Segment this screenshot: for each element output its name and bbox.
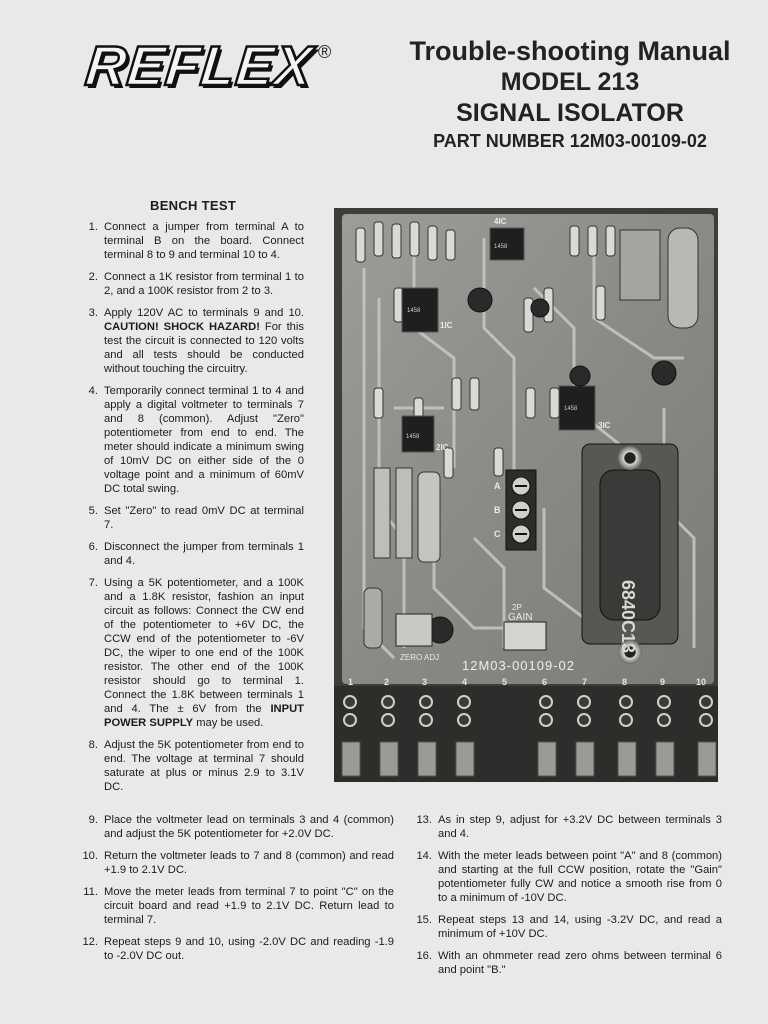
axial-capacitor (364, 588, 382, 648)
terminal-label: 1 (348, 677, 354, 687)
input-power-supply-term: INPUT POWER SUPPLY (104, 703, 304, 729)
svg-text:1458: 1458 (407, 308, 421, 314)
label-2p: 2P (512, 603, 522, 612)
axial-capacitor (418, 472, 440, 562)
step-item: 10. Return the voltmeter leads to 7 and 8 (common) and read +1.9 to 2.1V DC. (82, 850, 394, 876)
product-name: SIGNAL ISOLATOR (456, 99, 684, 127)
transformer-marking: 6840C13 (618, 580, 638, 654)
svg-text:1458: 1458 (494, 244, 508, 250)
zero-adj-label: ZERO ADJ (400, 653, 440, 662)
gain-potentiometer (504, 622, 546, 650)
terminal-label: 6 (542, 677, 548, 687)
svg-text:1458: 1458 (406, 434, 420, 440)
step-item: 5. Set "Zero" to read 0mV DC at terminal 7. (88, 505, 304, 531)
svg-text:1458: 1458 (564, 406, 578, 412)
zero-adjust-potentiometer (396, 614, 432, 646)
step-item: 13. As in step 9, adjust for +3.2V DC between terminals 3 and 4. (416, 814, 722, 840)
point-label-a: A (494, 481, 501, 491)
steps-list-bottom-left (76, 813, 394, 971)
terminal-label: 2 (384, 677, 390, 687)
step-item: 11. Move the meter leads from terminal 7 to point "C" on the circuit board and read +1.9 to 2.1V DC. Return lead to terminal 7. (83, 886, 394, 926)
step-item: 1. Connect a jumper from terminal A to terminal B on the board. Connect terminal 8 to 9 and terminal 10 to 4. (88, 221, 304, 261)
chip-label: 2IC (436, 443, 449, 452)
model-number: MODEL 213 (500, 68, 640, 96)
resistor-network (374, 468, 390, 558)
terminal-label: 7 (582, 677, 588, 687)
step-item: 4. Temporarily connect terminal 1 to 4 and apply a digital voltmeter to terminals 7 and 8 (common). Adjust "Zero" potentiometer from end to end. The meter should indicate a minimum swing of 10mV DC on either side of the 0 voltage point and a minimum of 60mV DC total swing. (88, 385, 304, 495)
step-item: 16. With an ohmmeter read zero ohms between terminal 6 and point "B." (416, 950, 722, 976)
transformer (582, 444, 678, 664)
chip-label: 1IC (440, 321, 453, 330)
steps-list-left (76, 220, 304, 802)
caution-warning: CAUTION! SHOCK HAZARD! (104, 321, 260, 333)
electrolytic-capacitor (668, 228, 698, 328)
step-item: 12. Repeat steps 9 and 10, using -2.0V DC and reading -1.9 to -2.0V DC out. (82, 936, 394, 962)
resistor-network (396, 468, 412, 558)
part-number: PART NUMBER 12M03-00109-02 (433, 131, 707, 151)
gain-label: GAIN (508, 612, 533, 623)
step-item: 6. Disconnect the jumper from terminals 1 and 4. (88, 541, 304, 567)
terminal-label: 9 (660, 677, 666, 687)
terminal-label: 3 (422, 677, 428, 687)
terminal-label: 8 (622, 677, 628, 687)
bench-test-heading: BENCH TEST (150, 198, 237, 213)
point-label-c: C (494, 529, 501, 539)
step-item: 8. Adjust the 5K potentiometer from end to end. The voltage at terminal 7 should saturate at plus or minus 2.9 to 3.1V DC. (88, 739, 304, 793)
step-item: 3. Apply 120V AC to terminals 9 and 10. CAUTION! SHOCK HAZARD! For this test the circuit is connected to 120 volts and all tests should be conducted without touching the circuitry. (88, 307, 304, 375)
terminal-label: 4 (462, 677, 468, 687)
step-item: 2. Connect a 1K resistor from terminal 1 to 2, and a 100K resistor from 2 to 3. (88, 271, 304, 297)
terminal-label: 10 (696, 677, 707, 687)
film-capacitor (620, 230, 660, 300)
registered-mark: ® (318, 42, 332, 62)
step-item: 7. Using a 5K potentiometer, and a 100K and a 1.8K resistor, fashion an input circuit as follows: Connect the CW end of the potentiometer to +6V DC, the CCW end of the potentiometer to -6V DC, the wiper to one end of the 100K resistor. The other end of the 100K resistor should go to terminal 1. Connect the 1.8K between terminals 1 and 4. The ± 6V from the INPUT POWER SUPPLY may be used. (88, 577, 304, 729)
terminal-block-abc (506, 470, 536, 550)
manual-title: Trouble-shooting Manual (409, 36, 731, 66)
steps-list-bottom-right (410, 813, 722, 985)
step-item: 15. Repeat steps 13 and 14, using -3.2V DC, and read a minimum of +10V DC. (416, 914, 722, 940)
reflex-logo: REFLEX (82, 34, 317, 97)
chip-label: 4IC (494, 217, 507, 226)
step-item: 9. Place the voltmeter lead on terminals 3 and 4 (common) and adjust the 5K potentiometer for +2.0V DC. (88, 814, 394, 840)
circuit-board-photo (334, 208, 718, 782)
step-item: 14. With the meter leads between point "A" and 8 (common) and starting at the full CCW position, rotate the "Gain" potentiometer fully CW and notice a smooth rise from 0 to a minimum of -10V DC. (416, 850, 722, 904)
chip-label: 3IC (598, 421, 611, 430)
point-label-b: B (494, 505, 501, 515)
board-part-label: 12M03-00109-02 (462, 658, 576, 673)
terminal-label: 5 (502, 677, 508, 687)
